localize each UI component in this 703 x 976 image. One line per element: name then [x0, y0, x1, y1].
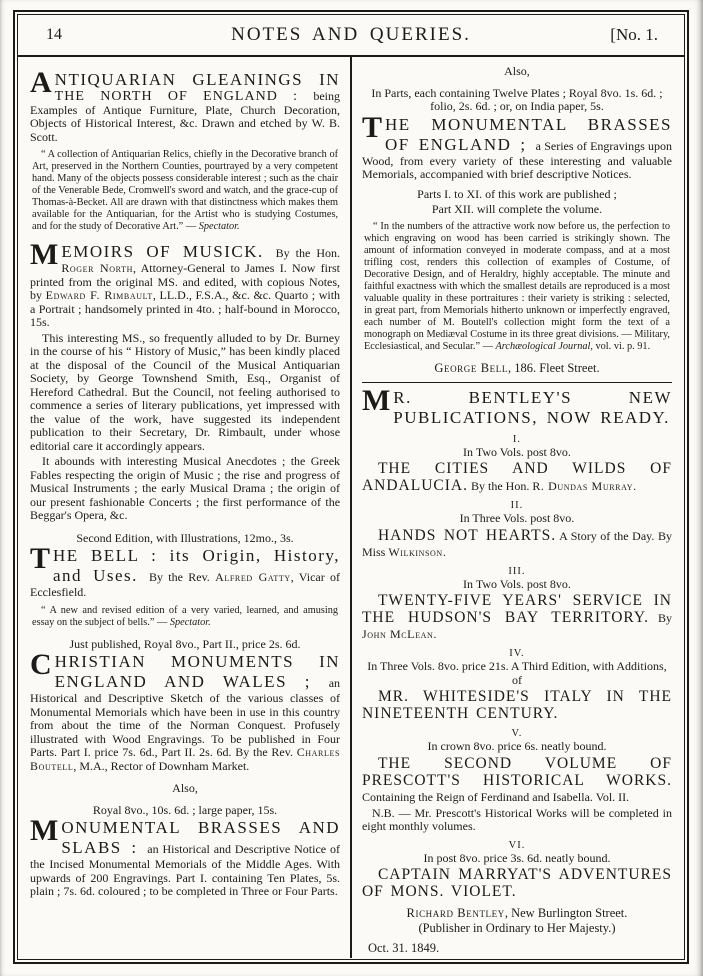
item-entry	[362, 866, 672, 900]
bentley-dropcap: M	[361, 383, 391, 417]
page-outer-border	[13, 10, 689, 964]
issue-number: [No. 1.	[610, 25, 658, 44]
book-item-6	[362, 840, 672, 901]
england-heading: HE MONUMENTAL BRASSES OF ENGLAND ;	[384, 114, 672, 154]
author-name: Alfred Gatty	[215, 570, 291, 584]
brasses-body: an Historical and Descriptive Notice of the Incised Monumental Memorials of the Middle Ages. With upwards of 200 Engravings. Part I. containing Ten Plates, 5s. plain ; 7s. 6d. coloured ; to be completed in Three or Four Parts.	[30, 842, 341, 898]
bell-heading: HE BELL : its Origin, History, and Uses.	[53, 546, 341, 585]
christian-heading: HRISTIAN MONUMENTS IN ENGLAND AND WALES ;	[54, 652, 341, 691]
christian-dropcap: C	[30, 648, 52, 681]
author-name: Charles Boutell	[30, 745, 341, 773]
item-byline-end: .	[442, 544, 446, 559]
brasses-dropcap: M	[30, 814, 59, 847]
christian-published-line: Just published, Royal 8vo., Part II., price 2s. 6d.	[69, 636, 301, 651]
quote-text: “ A new and revised edition of a very varied, learned, and amusing essay on the subject of bells.” —	[32, 604, 339, 628]
item-format: In Three Vols. 8vo. price 21s. A Third Edition, with Additions, of	[367, 659, 667, 687]
book-title: MR. WHITESIDE'S ITALY IN THE NINETEENTH CENTURY.	[361, 688, 672, 722]
christian-body-2: , M.A., Rector of Downham Market.	[73, 758, 250, 773]
item-numeral: IV.	[509, 648, 525, 659]
section-monumental-brasses-england	[362, 65, 672, 376]
publisher-imprint	[362, 361, 672, 376]
page-header	[18, 15, 684, 57]
england-review-quote	[364, 221, 670, 353]
bell-review-quote	[32, 605, 338, 629]
publisher-note: (Publisher in Ordinary to Her Majesty.)	[418, 921, 616, 935]
item-byline: By	[648, 611, 672, 625]
antiquarian-heading: NTIQUARIAN GLEANINGS IN	[54, 70, 341, 89]
item-byline: By the Hon.	[467, 479, 533, 493]
antiquarian-subheading: THE NORTH OF ENGLAND :	[54, 89, 314, 104]
antiquarian-review-quote	[32, 149, 338, 233]
right-column	[352, 57, 684, 958]
memoirs-paragraph-2: This interesting MS., so frequently alluded to by Dr. Burney in the course of his “ History of Music,” has been kindly placed at the disposal of the Council of the Musical Antiquarian Society, by George Townshend Smith, Esq., Organist of Hereford Cathedral. But the Council, not feeling authorised to commence a series of literary publications, yet impressed with the value of the work, have suggested its independent publication to their Secretary, Dr. Rimbault, under whose editorial care it accordingly appears.	[30, 330, 341, 453]
christian-body-1: an Historical and Descriptive Sketch of the various classes of Monumental Memorials which have been in use in this country from about the time of the Norman Conquest. Profusely illustrated with Wood Engravings. To be published in Four Parts. Part I. price 7s. 6d., Part II. 2s. 6d. By the Rev.	[30, 676, 341, 759]
item-format: In Two Vols. post 8vo.	[463, 444, 571, 459]
section-bentley-publications	[361, 383, 673, 957]
item-format: In crown 8vo. price 6s. neatly bound.	[427, 739, 607, 753]
also-line: Also,	[172, 781, 198, 795]
bell-byline-pre: By the Rev.	[148, 570, 216, 584]
author-name: John McLean	[361, 627, 434, 641]
memoirs-paragraph-3: It abounds with interesting Musical Anecdotes ; the Greek Fables respecting the origin of Music ; the rise and progress of Musical Instruments ; the early Musical Drama ; the origin of our present fashionable Concerts ; the first performance of the Beggar's Opera, &c.	[30, 454, 341, 522]
section-memoirs-of-musick	[30, 238, 341, 523]
brasses-lead-paragraph	[30, 814, 341, 899]
book-title: HANDS NOT HEARTS.	[377, 526, 557, 544]
publisher-name: George Bell	[434, 360, 508, 375]
memoirs-body-2: , LL.D., F.S.A., &c. &c. Quarto ; with a Portrait ; handsomely printed in 4to. ; half-bound in Morocco, 15s.	[30, 288, 341, 329]
quote-source: Spectator.	[198, 221, 240, 232]
brasses-heading: ONUMENTAL BRASSES AND SLABS :	[61, 818, 341, 857]
publisher-block	[362, 906, 672, 936]
section-divider-rule	[362, 382, 672, 383]
england-body: a Series of Engravings upon Wood, from every variety of these interesting and valuable Memorials, accompanied with brief descriptive Notices.	[361, 138, 672, 181]
bell-byline-post: , Vicar of Ecclesfield.	[30, 570, 341, 599]
page-number: 14	[46, 26, 62, 43]
item-entry	[362, 592, 672, 642]
bentley-heading: R. BENTLEY'S NEW PUBLICATIONS, NOW READY.	[393, 387, 672, 427]
item-numeral: VI.	[508, 839, 526, 851]
editor-name: Edward F. Rimbault	[45, 288, 153, 302]
author-name: Wilkinson	[388, 544, 443, 559]
item-numeral: I.	[512, 433, 522, 445]
parts-complete-line: Part XII. will complete the volume.	[431, 201, 603, 216]
quote-source: Spectator.	[169, 616, 211, 628]
memoirs-head-tail: By the Hon.	[275, 246, 341, 260]
section-antiquarian-gleanings	[30, 66, 341, 233]
item-byline: Containing the Reign of Ferdinand and Isabella. Vol. II.	[361, 789, 630, 804]
publisher-address: , New Burlington Street.	[504, 906, 628, 920]
book-title: CAPTAIN MARRYAT'S ADVENTURES OF MONS. VIOLET.	[361, 866, 672, 900]
item-format: In post 8vo. price 3s. 6d. neatly bound.	[423, 850, 611, 865]
book-item-5	[362, 728, 672, 834]
antiquarian-dropcap: A	[30, 66, 52, 99]
also-line: Also,	[504, 64, 530, 78]
page-inner-border	[17, 14, 685, 960]
item-entry	[362, 688, 672, 722]
quote-text: “ A collection of Antiquarian Relics, chiefly in the Decorative branch of Art, preserved in the Northern Counties, pourtrayed by a very competent hand. Many of the objects possess considerable interest ; such as the chair of the Venerable Bede, Cromwell's sword and watch, and the grace-cup of Thomas-à-Becket. All are drawn with that distinctness which makes them available for the Antiquarian, for the Artist who is studying Costumes, and for the study of Decorative Art.” —	[32, 149, 339, 232]
section-the-bell	[30, 532, 340, 629]
brasses-price-line: Royal 8vo., 10s. 6d. ; large paper, 15s.	[92, 802, 278, 817]
quote-source: Archæological Journal,	[495, 340, 593, 352]
item-byline-end: .	[633, 479, 637, 493]
antiquarian-body: being Examples of Antique Furniture, Plate, Church Decoration, Objects of Historical Interest, &c. Drawn and etched by W. B. Scott.	[30, 89, 341, 144]
book-title: THE CITIES AND WILDS OF ANDALUCIA.	[361, 460, 672, 494]
item-numeral: II.	[510, 500, 524, 511]
memoirs-lead-paragraph	[30, 238, 341, 330]
item-format: In Three Vols. post 8vo.	[459, 511, 575, 525]
item-byline-end: .	[433, 627, 437, 641]
book-item-4	[362, 648, 672, 722]
quote-tail: vol. vi. p. 91.	[592, 340, 651, 352]
christian-lead-paragraph	[30, 648, 341, 773]
date-line: Oct. 31. 1849.	[367, 941, 440, 955]
publisher-address: , 186. Fleet Street.	[507, 360, 600, 375]
antiquarian-lead-paragraph	[30, 66, 341, 144]
publisher-line	[362, 906, 672, 921]
memoirs-heading: EMOIRS OF MUSICK.	[61, 242, 276, 261]
bell-dropcap: T	[30, 542, 51, 575]
section-christian-monuments	[30, 638, 340, 774]
item-byline: A Story of the Day. By Miss	[361, 528, 673, 559]
publisher-name: Richard Bentley	[406, 906, 505, 920]
left-column	[18, 57, 350, 958]
england-dropcap: T	[361, 110, 382, 144]
item-numeral: V.	[511, 728, 523, 739]
england-price-line: In Parts, each containing Twelve Plates ; Royal 8vo. 1s. 6d. ; folio, 2s. 6d. ; or, on India paper, 5s.	[371, 85, 663, 113]
memoirs-dropcap: M	[30, 238, 59, 271]
item-entry	[362, 527, 672, 560]
item-entry	[362, 460, 672, 494]
page-title: NOTES AND QUERIES.	[231, 24, 471, 45]
bell-edition-line: Second Edition, with Illustrations, 12mo., 3s.	[76, 530, 294, 545]
section-monumental-brasses-slabs	[30, 782, 340, 899]
book-title: THE SECOND VOLUME OF PRESCOTT'S HISTORICAL WORKS.	[361, 754, 672, 789]
bentley-lead-paragraph	[361, 383, 672, 428]
two-column-layout	[18, 57, 684, 958]
author-name: R. Dundas Murray	[532, 479, 634, 493]
book-item-3	[362, 566, 672, 643]
bell-lead-paragraph	[30, 542, 341, 600]
parts-published-line: Parts I. to XI. of this work are published ;	[417, 186, 617, 201]
england-lead-paragraph	[361, 110, 672, 182]
item-entry	[362, 755, 672, 805]
item-note: N.B. — Mr. Prescott's Historical Works will be completed in eight monthly volumes.	[361, 805, 672, 833]
memoirs-body-1: , Attorney-General to James I. Now first printed from the original MS. and edited, with copious Notes, by	[30, 261, 341, 302]
book-item-2	[362, 500, 672, 560]
book-title: TWENTY-FIVE YEARS' SERVICE IN THE HUDSON'S BAY TERRITORY.	[361, 592, 672, 626]
item-format: In Two Vols. post 8vo.	[463, 576, 571, 591]
book-item-1	[362, 434, 672, 495]
quote-text: “ In the numbers of the attractive work now before us, the perfection to which engraving on wood has been carried is strikingly shown. The amount of information conveyed in moderate compass, and at a most trifling cost, renders this collection of examples of Costume, of Decorative Design, and of Heraldry, highly acceptable. The minute and faithful exactness with which the smallest details are reproduced is a most valuable quality in these portraitures : their variety is striking : selected, in great part, from Memorials hitherto unknown or imperfectly engraved, each number of M. Boutell's collection might form the text of a monograph on Mediæval Costume in its three great divisions. — Military, Ecclesiastical, and Secular.” —	[363, 220, 670, 352]
item-numeral: III.	[508, 565, 526, 577]
author-name: Roger North	[61, 261, 133, 275]
